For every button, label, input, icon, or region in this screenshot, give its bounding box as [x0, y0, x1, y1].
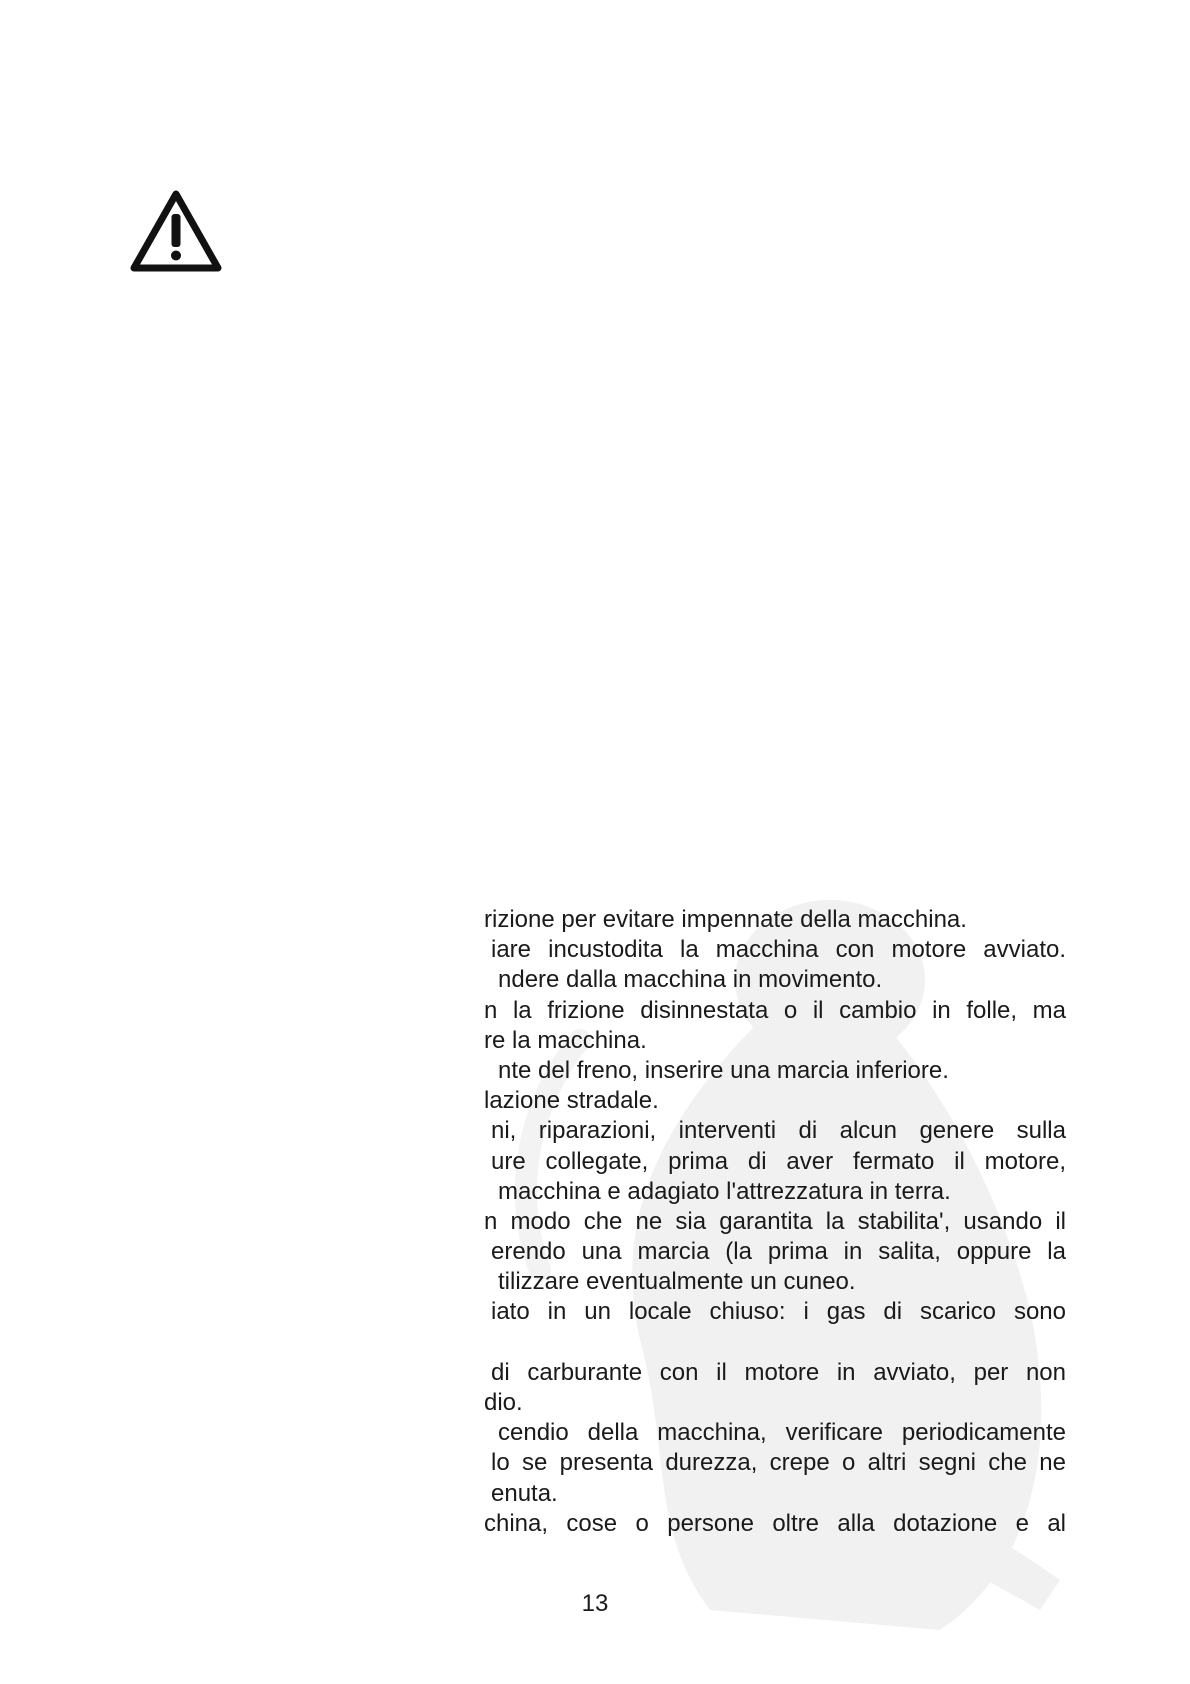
- text-line: di carburante con il motore in avviato, per non: [491, 1358, 1066, 1386]
- text-line-blank: [484, 1328, 1066, 1358]
- page-number: 13: [581, 1590, 609, 1617]
- text-line: enuta.: [491, 1479, 558, 1507]
- text-line: lazione stradale.: [484, 1087, 659, 1115]
- warning-triangle-icon: [128, 188, 224, 274]
- text-line: ure collegate, prima di aver fermato il motore,: [491, 1147, 1066, 1175]
- text-line: china, cose o persone oltre alla dotazione e al: [484, 1509, 1066, 1537]
- text-line: ni, riparazioni, interventi di alcun genere sulla: [491, 1117, 1066, 1145]
- safety-instructions-text: [484, 905, 1066, 1539]
- text-line: n la frizione disinnestata o il cambio in folle, ma: [484, 996, 1066, 1024]
- text-line: dio.: [484, 1389, 523, 1416]
- text-line: macchina e adagiato l'attrezzatura in terra.: [498, 1177, 951, 1205]
- text-line: n modo che ne sia garantita la stabilita', usando il: [484, 1207, 1066, 1235]
- text-line: iato in un locale chiuso: i gas di scarico sono: [491, 1298, 1066, 1326]
- text-line: ndere dalla macchina in movimento.: [498, 966, 883, 994]
- text-line: nte del freno, inserire una marcia inferiore.: [498, 1056, 949, 1084]
- text-line: re la macchina.: [484, 1026, 647, 1054]
- text-line: iare incustodita la macchina con motore avviato.: [491, 936, 1066, 964]
- text-line: erendo una marcia (la prima in salita, oppure la: [491, 1238, 1066, 1266]
- text-line: rizione per evitare impennate della macchina.: [484, 906, 967, 933]
- text-line: cendio della macchina, verificare periodicamente: [498, 1419, 1066, 1447]
- text-line: tilizzare eventualmente un cuneo.: [498, 1268, 856, 1296]
- text-line: lo se presenta durezza, crepe o altri segni che ne: [491, 1449, 1066, 1477]
